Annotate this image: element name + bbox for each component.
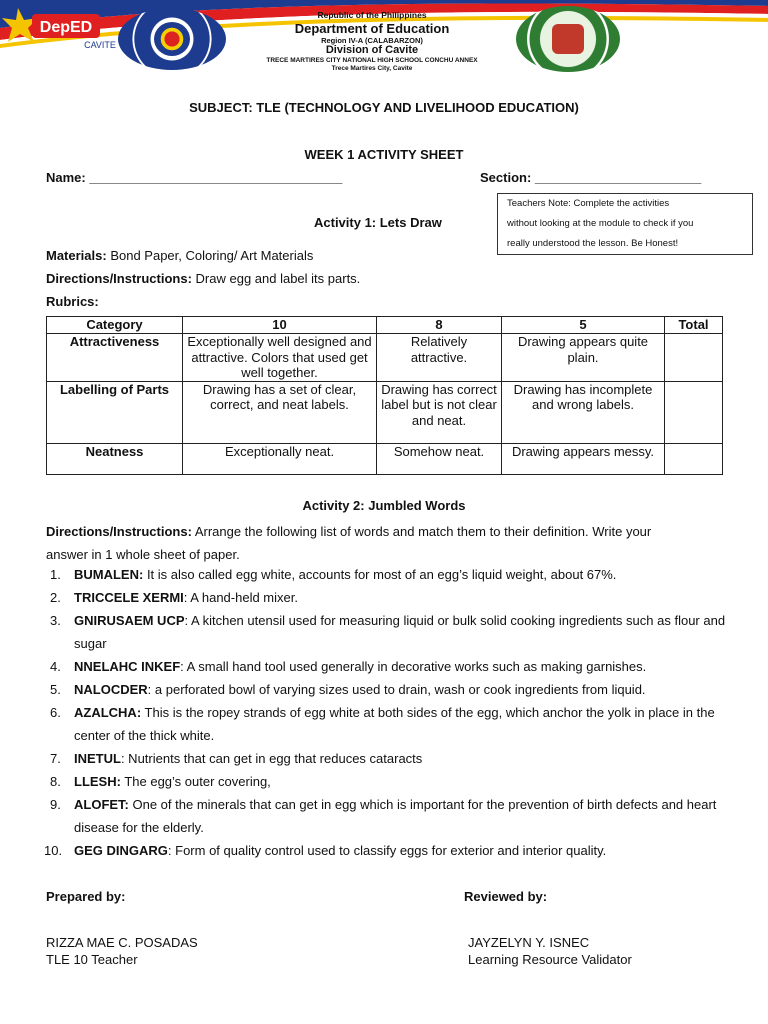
item-definition: : A small hand tool used generally in decorative works such as making garnishes. [180,659,647,674]
name-field[interactable]: Name: ___________________________________ [46,170,343,185]
teachers-note-line3: really understood the lesson. Be Honest! [507,238,679,249]
item-word: NALOCDER [74,682,148,697]
item-word: INETUL [74,751,121,766]
section-field[interactable]: Section: _______________________ [480,170,702,185]
header-region: Region IV-A (CALABARZON) [321,35,423,45]
table-row [47,381,723,443]
list-item [46,793,736,839]
rubric-cell-5: Drawing appears quite plain. [502,334,665,382]
subject-title: SUBJECT: TLE (TECHNOLOGY AND LIVELIHOOD EDUCATION) [189,100,579,115]
item-definition: This is the ropey strands of egg white at both sides of the egg, which anchor the yolk in place in the center of the thick white. [74,705,715,743]
item-definition: : Nutrients that can get in egg that reduces cataracts [120,751,423,766]
preparer-role: TLE 10 Teacher [46,952,138,967]
rubric-category: Neatness [47,443,183,474]
rubric-cell-8: Relatively attractive. [377,334,502,382]
rubric-cell-total[interactable] [665,381,723,443]
item-definition: : Form of quality control used to classify eggs for exterior and interior quality. [167,843,607,858]
rubric-header-8: 8 [377,317,502,334]
item-word: ALOFET: [74,797,129,812]
header-division: Division of Cavite [325,44,419,56]
item-number: 1. [50,567,61,582]
activity1-title: Activity 1: Lets Draw [314,215,442,230]
rubric-cell-10: Exceptionally neat. [183,443,377,474]
header-school: TRECE MARTIRES CITY NATIONAL HIGH SCHOOL CONCHU ANNEX [266,57,478,64]
list-item [46,747,736,770]
reviewed-by-label: Reviewed by: [464,889,548,904]
deped-cavite-logo-icon [0,0,130,50]
teachers-note-line1: Teachers Note: Complete the activities [507,198,670,209]
directions2-block [46,520,736,566]
list-item [46,586,736,609]
prepared-by-label: Prepared by: [46,889,126,904]
rubric-cell-total[interactable] [665,443,723,474]
item-number: 3. [50,613,61,628]
item-number: 9. [50,797,61,812]
rubric-cell-total[interactable] [665,334,723,382]
rubric-cell-5: Drawing appears messy. [502,443,665,474]
header-city: Trece Martires City, Cavite [331,64,413,72]
table-row [47,443,723,474]
list-item [46,839,736,862]
list-item [46,655,736,678]
directions2-label: Directions/Instructions: [46,524,192,539]
header-republic: Republic of the Philippines [317,10,427,20]
item-number: 7. [50,751,61,766]
item-word: BUMALEN: [74,567,144,582]
teachers-note [497,193,753,255]
list-item [46,563,736,586]
rubric-header-5: 5 [502,317,665,334]
header-banner [0,0,768,72]
directions2-line2: answer in 1 whole sheet of paper. [46,547,240,562]
list-item [46,678,736,701]
reviewer-name: JAYZELYN Y. ISNEC [468,935,590,950]
rubric-category: Attractiveness [47,334,183,382]
list-item [46,609,736,655]
item-definition: : a perforated bowl of varying sizes used to drain, wash or cook ingredients from liquid. [147,682,646,697]
week-title: WEEK 1 ACTIVITY SHEET [304,147,464,162]
item-number: 5. [50,682,61,697]
activity2-title: Activity 2: Jumbled Words [302,498,466,513]
materials-line [46,248,313,263]
list-item [46,701,736,747]
item-word: AZALCHA: [74,705,142,720]
item-number: 6. [50,705,61,720]
deped-logo-sub: CAVITE [84,40,116,50]
rubric-cell-10: Exceptionally well designed and attractive. Colors that used get well together. [183,334,377,382]
reviewer-role: Learning Resource Validator [468,952,632,967]
rubric-category: Labelling of Parts [47,381,183,443]
rubrics-label: Rubrics: [46,294,99,309]
item-definition: : A kitchen utensil used for measuring liquid or bulk solid cooking ingredients such as flour and sugar [74,613,726,651]
rubric-cell-5: Drawing has incomplete and wrong labels. [502,381,665,443]
directions1-line [46,271,360,286]
rubric-cell-8: Drawing has correct label but is not clear and neat. [377,381,502,443]
deped-seal-icon [118,8,226,70]
item-definition: One of the minerals that can get in egg which is important for the prevention of birth defects and heart disease for the elderly. [74,797,717,835]
directions2-text: Arrange the following list of words and match them to their definition. Write your [191,524,652,539]
teachers-note-line2: without looking at the module to check if you [507,218,694,229]
item-word: GNIRUSAEM UCP [74,613,185,628]
item-number: 8. [50,774,61,789]
jumbled-words-list [46,563,736,862]
item-word: LLESH: [74,774,121,789]
materials-value: Bond Paper, Coloring/ Art Materials [106,248,314,263]
directions1-value: Draw egg and label its parts. [191,271,361,286]
directions1-label: Directions/Instructions: [46,271,192,286]
rubric-cell-10: Drawing has a set of clear, correct, and neat labels. [183,381,377,443]
preparer-name: RIZZA MAE C. POSADAS [46,935,198,950]
item-word: TRICCELE XERMI [74,590,184,605]
deped-logo-text: DepED [39,19,93,36]
item-number: 4. [50,659,61,674]
directions2-line1 [46,520,736,543]
item-definition: It is also called egg white, accounts for most of an egg’s liquid weight, about 67%. [143,567,617,582]
rubric-table [46,316,723,475]
item-word: NNELAHC INKEF [74,659,181,674]
item-word: GEG DINGARG [74,843,168,858]
header-department: Department of Education [294,20,450,36]
rubric-header-category: Category [47,317,183,334]
item-definition: The egg’s outer covering, [120,774,271,789]
item-number: 2. [50,590,61,605]
materials-label: Materials: [46,248,107,263]
rubric-header-total: Total [665,317,723,334]
rubric-header-10: 10 [183,317,377,334]
rubric-header-row [47,317,723,334]
list-item [46,770,736,793]
rubric-cell-8: Somehow neat. [377,443,502,474]
item-definition: : A hand-held mixer. [183,590,298,605]
table-row [47,334,723,382]
header-text [232,11,512,72]
item-number: 10. [44,843,63,858]
